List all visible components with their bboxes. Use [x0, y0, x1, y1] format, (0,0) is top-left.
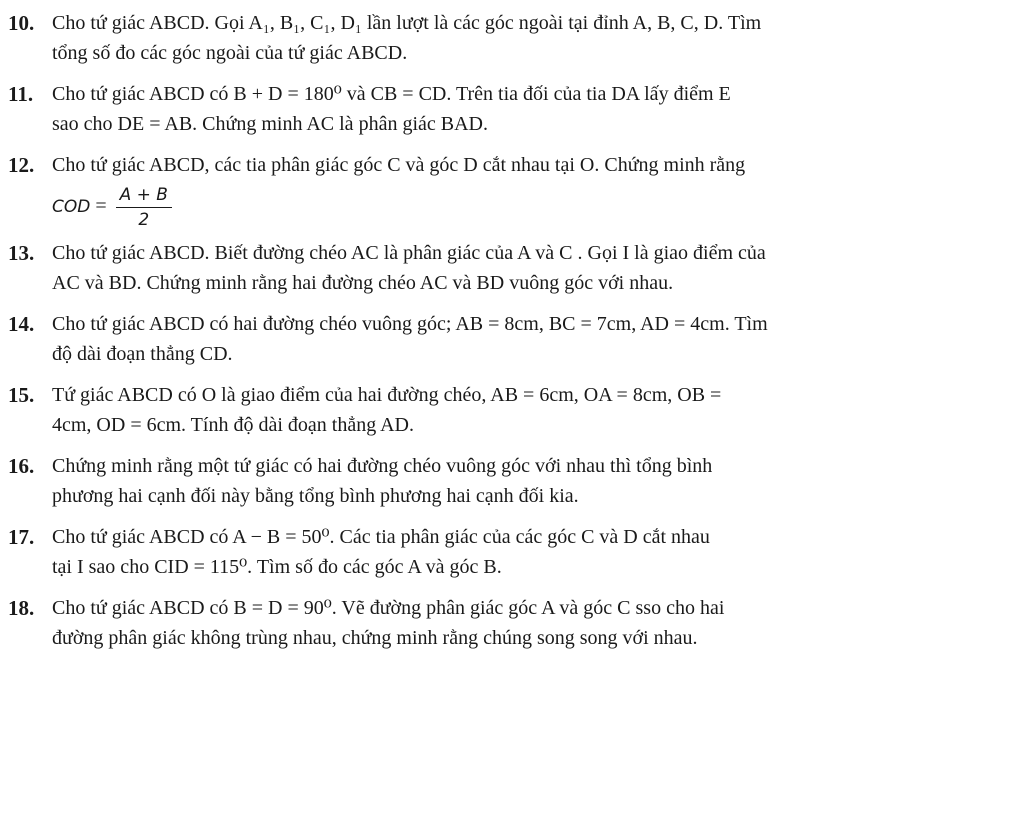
problem-line: Chứng minh rằng một tứ giác có hai đường chéo vuông góc với nhau thì tổng bình [52, 455, 713, 477]
problem-10 [8, 8, 1006, 68]
fraction-numerator: A + B [116, 183, 172, 208]
angle-cod: COD [52, 197, 91, 217]
problem-line: Cho tứ giác ABCD có B + D = 180⁰ và CB = CD. Trên tia đối của tia DA lấy điểm E [52, 83, 731, 105]
problem-line: Cho tứ giác ABCD có B = D = 90⁰. Vẽ đường phân giác góc A và góc C sso cho hai [52, 597, 725, 619]
problem-number: 13. [8, 241, 35, 265]
problem-line: đường phân giác không trùng nhau, chứng minh rằng chúng song song với nhau. [52, 627, 698, 649]
problem-line: Cho tứ giác ABCD, các tia phân giác góc C và góc D cắt nhau tại O. Chứng minh rằng [52, 154, 746, 176]
problem-16 [8, 451, 1006, 511]
problem-number: 14. [8, 312, 35, 336]
problem-number: 17. [8, 525, 35, 549]
problem-number: 18. [8, 596, 35, 620]
problem-line: sao cho DE = AB. Chứng minh AC là phân giác BAD. [52, 113, 488, 135]
problem-15 [8, 380, 1006, 440]
problem-formula-line: COD = $\frac{A + B}{2}$ [52, 180, 1006, 232]
problem-number: 11. [8, 82, 34, 106]
problem-line: độ dài đoạn thẳng CD. [52, 343, 233, 365]
problem-line: AC và BD. Chứng minh rằng hai đường chéo AC và BD vuông góc với nhau. [52, 272, 674, 294]
problem-number: 10. [8, 11, 35, 35]
problem-12 [8, 150, 1006, 232]
problem-line: Cho tứ giác ABCD có A − B = 50⁰. Các tia phân giác của các góc C và D cắt nhau [52, 526, 710, 548]
problem-number: 16. [8, 454, 35, 478]
problem-line: tổng số đo các góc ngoài của tứ giác ABCD. [52, 42, 408, 64]
problem-line: phương hai cạnh đối này bằng tổng bình phương hai cạnh đối kia. [52, 485, 579, 507]
problem-line: tại I sao cho CID = 115⁰. Tìm số đo các góc A và góc B. [52, 556, 502, 578]
problem-11 [8, 79, 1006, 139]
problem-14 [8, 309, 1006, 369]
problem-17 [8, 522, 1006, 582]
fraction-denominator: 2 [138, 209, 150, 230]
problem-line: 4cm, OD = 6cm. Tính độ dài đoạn thẳng AD. [52, 414, 414, 436]
problem-18 [8, 593, 1006, 653]
problem-line: Cho tứ giác ABCD có hai đường chéo vuông góc; AB = 8cm, BC = 7cm, AD = 4cm. Tìm [52, 313, 768, 335]
problem-number: 12. [8, 153, 35, 177]
problem-line: Cho tứ giác ABCD. Biết đường chéo AC là phân giác của A và C . Gọi I là giao điểm của [52, 242, 766, 264]
problem-number: 15. [8, 383, 35, 407]
fraction [116, 183, 172, 232]
problem-line: Cho tứ giác ABCD. Gọi A₁, B₁, C₁, D₁ lần lượt là các góc ngoài tại đỉnh A, B, C, D. Tìm [52, 12, 762, 34]
problem-line: Tứ giác ABCD có O là giao điểm của hai đường chéo, AB = 6cm, OA = 8cm, OB = [52, 384, 722, 406]
problem-13 [8, 238, 1006, 298]
